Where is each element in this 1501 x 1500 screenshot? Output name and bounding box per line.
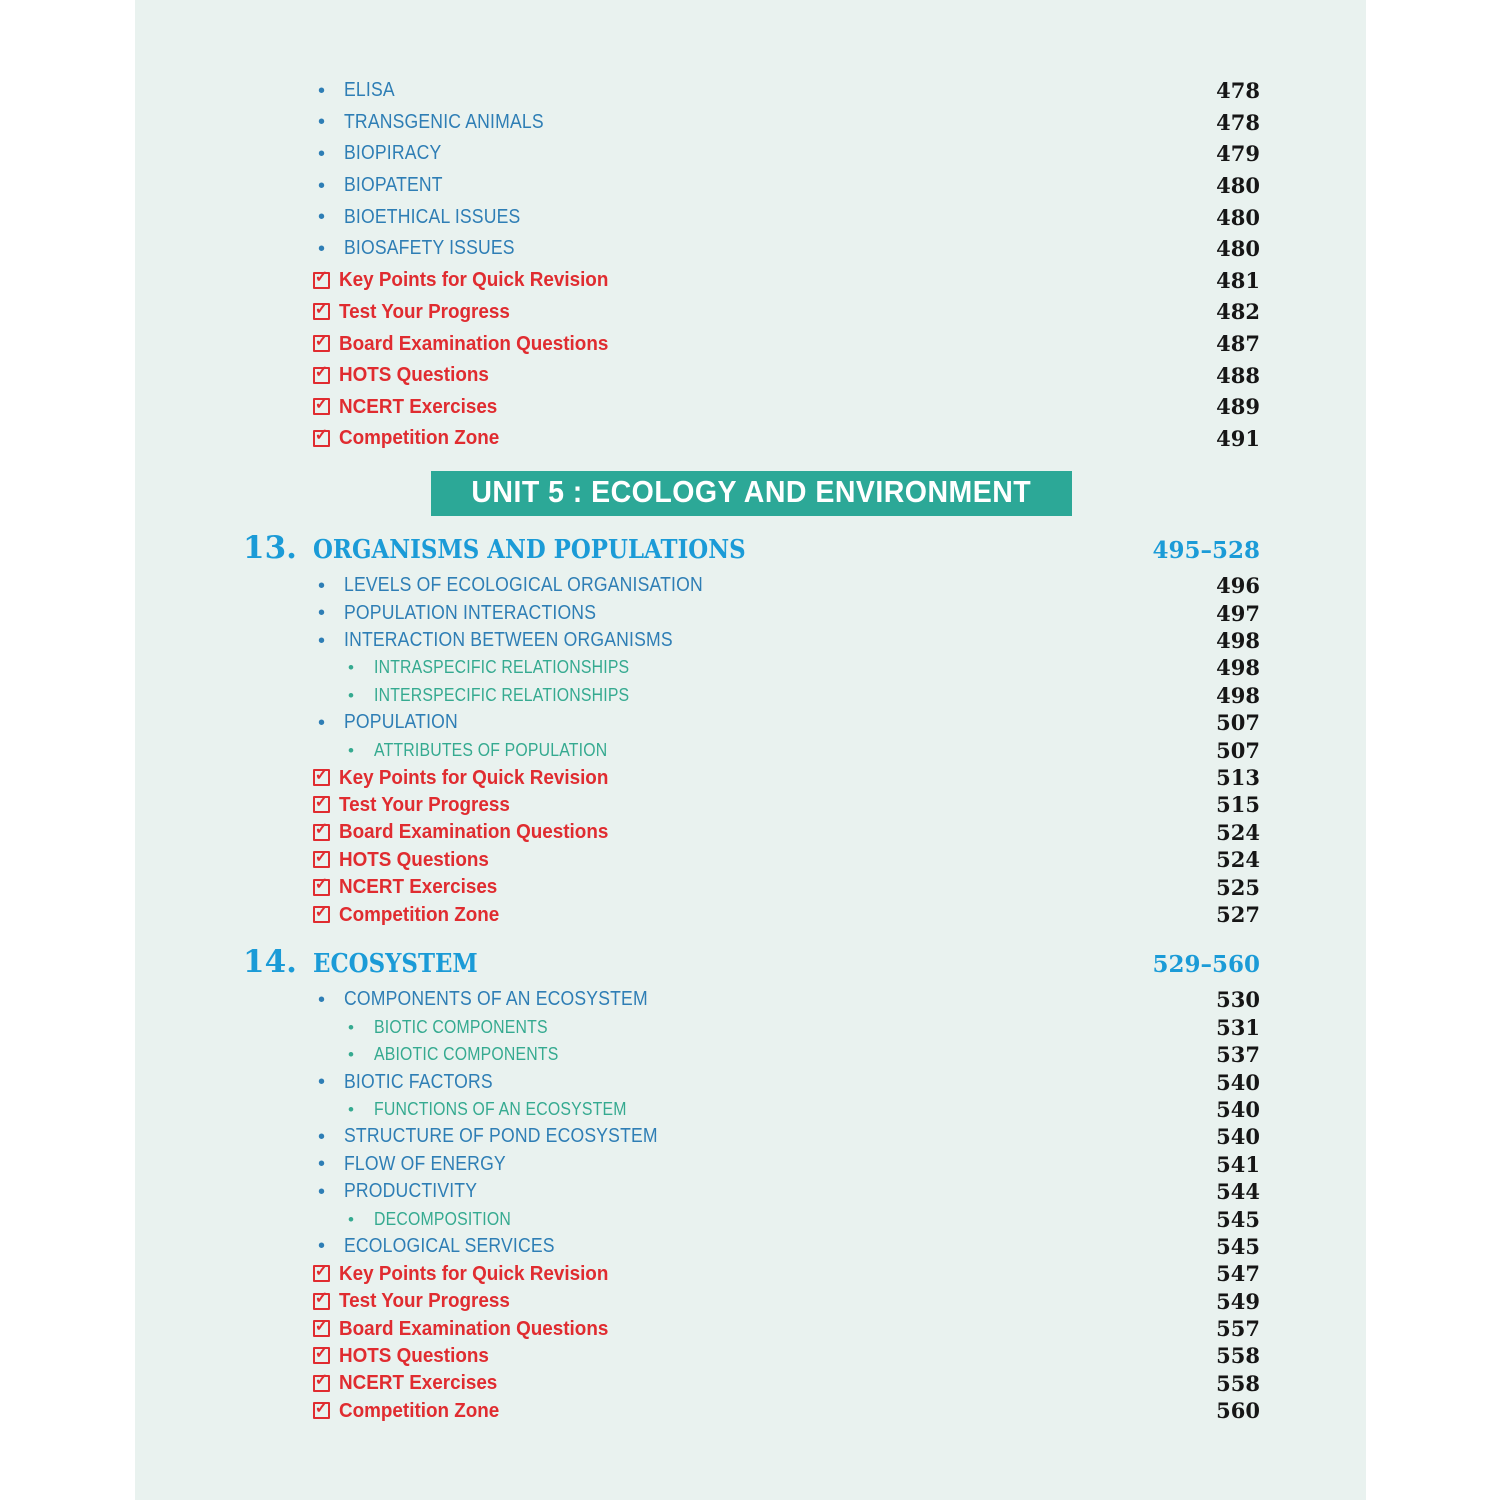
toc-item-label: INTERSPECIFIC RELATIONSHIPS — [374, 684, 630, 705]
toc-row — [243, 138, 1260, 170]
checked-checkbox-icon — [313, 876, 339, 896]
toc-row — [243, 1342, 1260, 1369]
bullet-icon: • — [318, 206, 326, 229]
checked-checkbox-icon — [313, 395, 339, 415]
toc-item-page: 527 — [1216, 902, 1260, 927]
toc-item-label: INTERACTION BETWEEN ORGANISMS — [344, 629, 673, 652]
bullet-icon: • — [318, 988, 326, 1011]
toc-row — [243, 1096, 1260, 1123]
toc-item-label: DECOMPOSITION — [374, 1208, 511, 1229]
toc-row — [243, 1123, 1260, 1150]
bullet-icon: • — [318, 79, 326, 102]
checked-checkbox-icon — [313, 1344, 339, 1364]
check-icon: ✓ — [314, 821, 329, 839]
toc-row — [243, 819, 1260, 846]
toc-item-label: ATTRIBUTES OF POPULATION — [374, 739, 608, 760]
toc-row — [243, 901, 1260, 928]
toc-row — [243, 201, 1260, 233]
chapter-items — [243, 986, 1260, 1424]
toc-item-page: 530 — [1216, 987, 1260, 1013]
toc-item-page: 491 — [1216, 425, 1260, 451]
checked-checkbox-icon — [313, 427, 339, 447]
toc-item-page: 524 — [1216, 819, 1260, 845]
toc-item-page: 489 — [1216, 394, 1260, 420]
toc-item-label: Key Points for Quick Revision — [339, 1261, 609, 1285]
check-icon: ✓ — [314, 1290, 329, 1308]
toc-item-page: 525 — [1216, 874, 1260, 900]
toc-item-page: 479 — [1216, 141, 1260, 167]
toc-item-page: 478 — [1216, 78, 1260, 104]
toc-row — [243, 654, 1260, 681]
checked-checkbox-icon — [313, 1372, 339, 1392]
toc-row — [243, 170, 1260, 202]
toc-row — [243, 1205, 1260, 1232]
toc-row — [243, 1014, 1260, 1041]
toc-row — [243, 1397, 1260, 1424]
toc-item-page: 547 — [1216, 1261, 1260, 1287]
toc-item-label: Test Your Progress — [339, 1289, 510, 1313]
toc-item-label: PRODUCTIVITY — [344, 1180, 478, 1203]
bullet-icon: • — [318, 237, 326, 260]
toc-item-label: Test Your Progress — [339, 299, 510, 323]
toc-item-page: 513 — [1216, 765, 1260, 791]
checked-checkbox-icon — [313, 821, 339, 841]
checked-checkbox-icon — [313, 793, 339, 813]
check-icon: ✓ — [314, 332, 329, 350]
chapter-number: 14. — [243, 944, 297, 981]
checked-checkbox-icon — [313, 903, 339, 923]
bullet-icon: • — [318, 1071, 326, 1094]
toc-item-page: 557 — [1216, 1316, 1260, 1342]
checked-checkbox-icon — [313, 269, 339, 289]
checked-checkbox-icon — [313, 364, 339, 384]
check-icon: ✓ — [314, 766, 329, 784]
checked-checkbox-icon — [313, 1317, 339, 1337]
chapter-page-range: 495–528 — [1152, 537, 1260, 565]
chapter-page-range: 529–560 — [1152, 951, 1260, 979]
toc-row — [243, 75, 1260, 107]
toc-item-page: 549 — [1216, 1288, 1260, 1314]
unit-banner-label: UNIT 5 : ECOLOGY AND ENVIRONMENT — [471, 474, 1032, 510]
bullet-icon: • — [318, 629, 326, 652]
toc-row — [243, 1370, 1260, 1397]
checked-checkbox-icon — [313, 1262, 339, 1282]
check-icon: ✓ — [314, 300, 329, 318]
toc-item-page: 496 — [1216, 573, 1260, 599]
bullet-icon: • — [318, 711, 326, 734]
chapter-number: 13. — [243, 530, 297, 567]
bullet-icon: • — [318, 1180, 326, 1203]
toc-item-page: 480 — [1216, 173, 1260, 199]
toc-item-label: Key Points for Quick Revision — [339, 765, 609, 789]
toc-row — [243, 328, 1260, 360]
chapter-heading — [243, 944, 1260, 980]
toc-item-page: 498 — [1216, 682, 1260, 708]
check-icon: ✓ — [314, 395, 329, 413]
check-icon: ✓ — [314, 848, 329, 866]
bullet-icon: • — [318, 1153, 326, 1176]
chapters — [243, 530, 1260, 1424]
toc-row — [243, 600, 1260, 627]
toc-item-label: NCERT Exercises — [339, 875, 498, 899]
toc-item-label: COMPONENTS OF AN ECOSYSTEM — [344, 988, 648, 1011]
bullet-icon: • — [318, 142, 326, 165]
check-icon: ✓ — [314, 1372, 329, 1390]
toc-item-label: HOTS Questions — [339, 1343, 489, 1367]
toc-row — [243, 265, 1260, 297]
chapter-heading — [243, 530, 1260, 566]
toc-row — [243, 1260, 1260, 1287]
toc-item-page: 540 — [1216, 1069, 1260, 1095]
toc-item-page: 558 — [1216, 1343, 1260, 1369]
toc-item-label: BIOSAFETY ISSUES — [344, 237, 515, 260]
checked-checkbox-icon — [313, 1399, 339, 1419]
toc-item-page: 498 — [1216, 655, 1260, 681]
toc-item-label: BIOPATENT — [344, 174, 443, 197]
toc-item-label: ABIOTIC COMPONENTS — [374, 1044, 559, 1065]
bullet-icon: • — [348, 1017, 354, 1037]
toc-row — [243, 736, 1260, 763]
toc-row — [243, 1151, 1260, 1178]
toc-row — [243, 986, 1260, 1013]
toc-item-label: LEVELS OF ECOLOGICAL ORGANISATION — [344, 574, 703, 597]
checked-checkbox-icon — [313, 300, 339, 320]
toc-item-label: POPULATION INTERACTIONS — [344, 601, 597, 624]
toc-item-page: 497 — [1216, 600, 1260, 626]
toc-row — [243, 846, 1260, 873]
toc-item-label: FLOW OF ENERGY — [344, 1152, 506, 1175]
toc-row — [243, 296, 1260, 328]
checked-checkbox-icon — [313, 848, 339, 868]
toc-item-page: 498 — [1216, 628, 1260, 654]
chapter-section — [243, 530, 1260, 928]
toc-item-page: 560 — [1216, 1398, 1260, 1424]
toc-item-label: NCERT Exercises — [339, 1371, 498, 1395]
bullet-icon: • — [348, 685, 354, 705]
toc-row — [243, 1233, 1260, 1260]
bullet-icon: • — [318, 111, 326, 134]
check-icon: ✓ — [314, 427, 329, 445]
toc-item-page: 524 — [1216, 847, 1260, 873]
toc-item-label: TRANSGENIC ANIMALS — [344, 110, 544, 133]
toc-row — [243, 764, 1260, 791]
toc-item-page: 481 — [1216, 267, 1260, 293]
toc-row — [243, 1288, 1260, 1315]
toc-item-page: 540 — [1216, 1096, 1260, 1122]
toc-row — [243, 791, 1260, 818]
table-of-contents — [135, 0, 1366, 1424]
toc-item-label: INTRASPECIFIC RELATIONSHIPS — [374, 657, 630, 678]
toc-item-label: BIOPIRACY — [344, 142, 442, 165]
toc-item-label: POPULATION — [344, 711, 458, 734]
toc-row — [243, 627, 1260, 654]
toc-item-label: Key Points for Quick Revision — [339, 268, 609, 292]
toc-row — [243, 391, 1260, 423]
toc-item-page: 541 — [1216, 1151, 1260, 1177]
unit-banner — [431, 471, 1071, 516]
toc-row — [243, 233, 1260, 265]
toc-row — [243, 107, 1260, 139]
toc-item-page: 480 — [1216, 236, 1260, 262]
toc-item-page: 531 — [1216, 1014, 1260, 1040]
toc-row — [243, 1068, 1260, 1095]
toc-item-label: Board Examination Questions — [339, 331, 609, 355]
check-icon: ✓ — [314, 1399, 329, 1417]
toc-item-page: 480 — [1216, 204, 1260, 230]
chapter-title: ORGANISMS AND POPULATIONS — [313, 535, 746, 566]
toc-item-page: 537 — [1216, 1042, 1260, 1068]
check-icon: ✓ — [314, 364, 329, 382]
chapter-items — [243, 572, 1260, 928]
toc-item-label: Test Your Progress — [339, 792, 510, 816]
toc-item-label: STRUCTURE OF POND ECOSYSTEM — [344, 1125, 658, 1148]
bullet-icon: • — [348, 1099, 354, 1119]
toc-item-page: 488 — [1216, 362, 1260, 388]
toc-item-page: 544 — [1216, 1179, 1260, 1205]
toc-item-label: Board Examination Questions — [339, 1316, 609, 1340]
check-icon: ✓ — [314, 1262, 329, 1280]
bullet-icon: • — [318, 574, 326, 597]
check-icon: ✓ — [314, 1317, 329, 1335]
toc-item-label: Board Examination Questions — [339, 820, 609, 844]
toc-row — [243, 709, 1260, 736]
toc-item-label: BIOETHICAL ISSUES — [344, 205, 521, 228]
toc-item-label: Competition Zone — [339, 426, 500, 450]
check-icon: ✓ — [314, 269, 329, 287]
chapter-title: ECOSYSTEM — [313, 949, 478, 980]
toc-item-label: FUNCTIONS OF AN ECOSYSTEM — [374, 1098, 627, 1119]
bullet-icon: • — [348, 1045, 354, 1065]
bullet-icon: • — [348, 1209, 354, 1229]
toc-row — [243, 1178, 1260, 1205]
toc-item-page: 558 — [1216, 1370, 1260, 1396]
toc-item-label: BIOTIC FACTORS — [344, 1070, 493, 1093]
toc-item-page: 545 — [1216, 1233, 1260, 1259]
intro-list — [243, 75, 1260, 454]
checked-checkbox-icon — [313, 1290, 339, 1310]
toc-item-page: 487 — [1216, 331, 1260, 357]
bullet-icon: • — [348, 740, 354, 760]
bullet-icon: • — [318, 602, 326, 625]
check-icon: ✓ — [314, 903, 329, 921]
toc-item-page: 507 — [1216, 737, 1260, 763]
bullet-icon: • — [318, 1235, 326, 1258]
check-icon: ✓ — [314, 793, 329, 811]
toc-row — [243, 873, 1260, 900]
checked-checkbox-icon — [313, 332, 339, 352]
toc-item-page: 515 — [1216, 792, 1260, 818]
toc-row — [243, 1315, 1260, 1342]
check-icon: ✓ — [314, 876, 329, 894]
toc-item-label: BIOTIC COMPONENTS — [374, 1016, 548, 1037]
toc-item-page: 478 — [1216, 109, 1260, 135]
chapter-section — [243, 944, 1260, 1424]
toc-row — [243, 1041, 1260, 1068]
toc-item-label: ELISA — [344, 79, 395, 102]
toc-item-label: ECOLOGICAL SERVICES — [344, 1234, 555, 1257]
toc-item-label: Competition Zone — [339, 1398, 500, 1422]
toc-row — [243, 423, 1260, 455]
bullet-icon: • — [318, 1125, 326, 1148]
toc-item-label: NCERT Exercises — [339, 394, 498, 418]
check-icon: ✓ — [314, 1344, 329, 1362]
checked-checkbox-icon — [313, 766, 339, 786]
bullet-icon: • — [318, 174, 326, 197]
toc-item-page: 482 — [1216, 299, 1260, 325]
toc-row — [243, 682, 1260, 709]
toc-row — [243, 572, 1260, 599]
book-page-sheet — [135, 0, 1366, 1500]
toc-item-label: HOTS Questions — [339, 847, 489, 871]
toc-item-page: 545 — [1216, 1206, 1260, 1232]
toc-item-page: 540 — [1216, 1124, 1260, 1150]
bullet-icon: • — [348, 658, 354, 678]
toc-item-label: Competition Zone — [339, 902, 500, 926]
toc-item-page: 507 — [1216, 710, 1260, 736]
toc-item-label: HOTS Questions — [339, 363, 489, 387]
toc-row — [243, 359, 1260, 391]
